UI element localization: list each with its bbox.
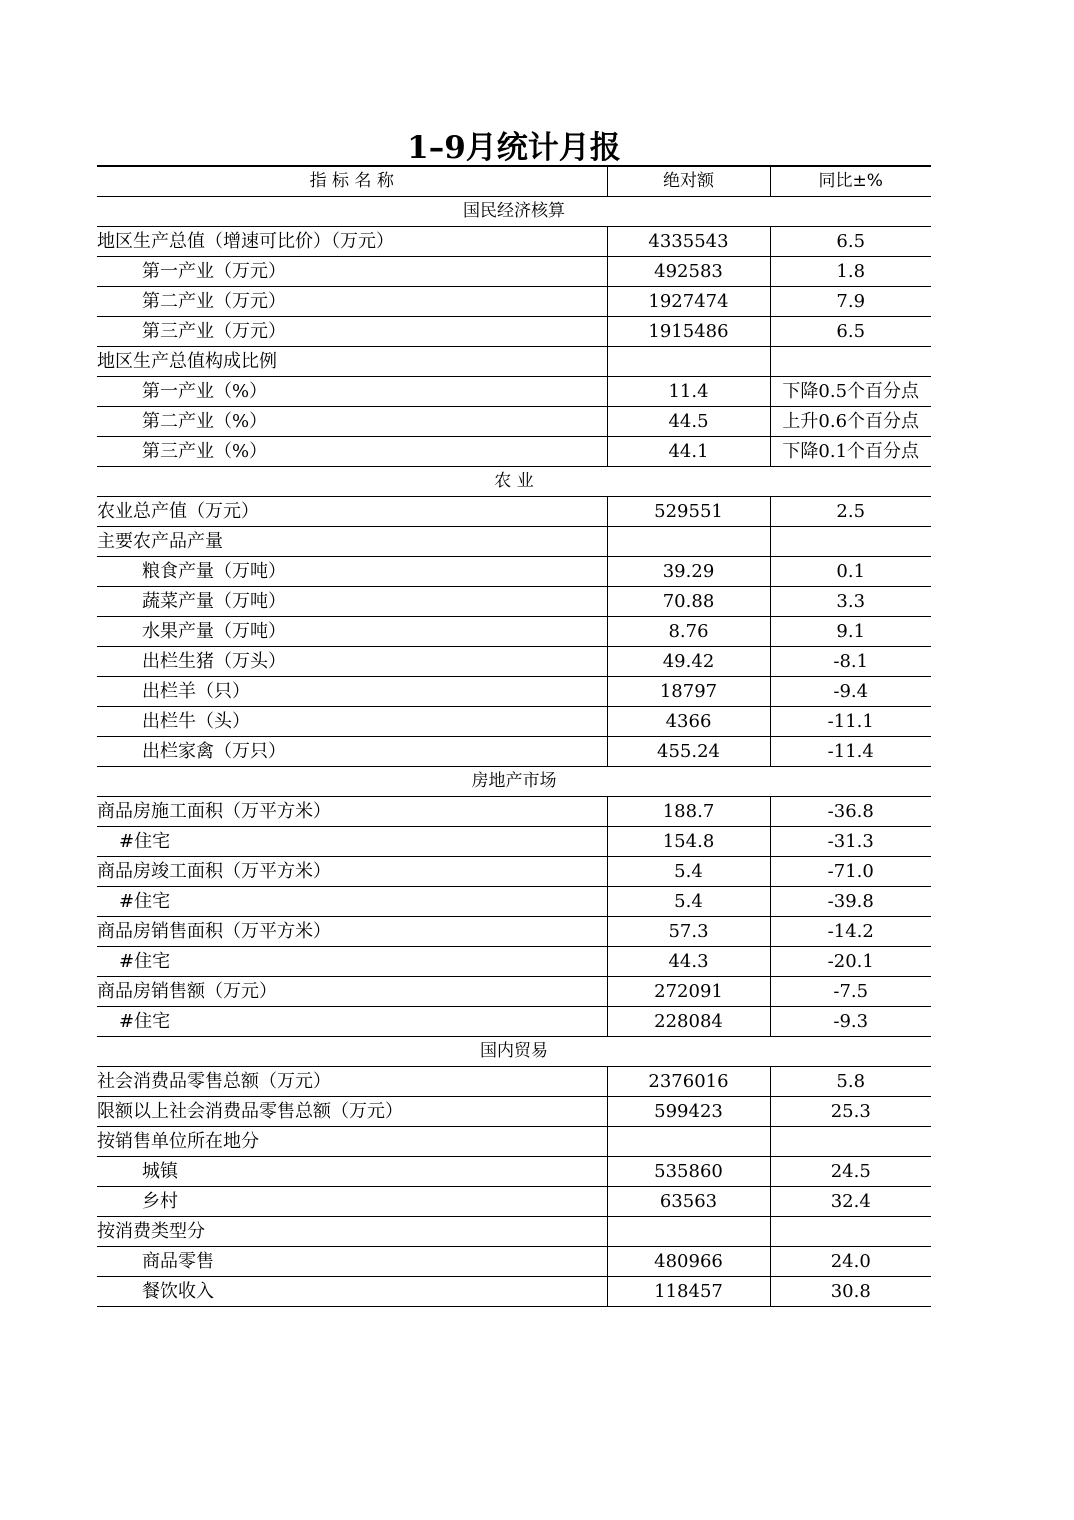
- indicator-name-cell: 主要农产品产量: [97, 527, 607, 557]
- absolute-value-cell: 599423: [607, 1097, 770, 1127]
- table-row: [97, 257, 931, 287]
- absolute-value-cell: 11.4: [607, 377, 770, 407]
- yoy-change-cell: -71.0: [770, 857, 931, 887]
- yoy-change-cell: 1.8: [770, 257, 931, 287]
- yoy-change-cell: 3.3: [770, 587, 931, 617]
- indicator-name-cell: 商品房销售面积（万平方米）: [97, 917, 607, 947]
- table-row: [97, 1187, 931, 1217]
- absolute-value-cell: 118457: [607, 1277, 770, 1307]
- table-row: [97, 347, 931, 377]
- table-row: [97, 1097, 931, 1127]
- indicator-name-cell: 按销售单位所在地分: [97, 1127, 607, 1157]
- section-title: 国内贸易: [97, 1037, 931, 1067]
- indicator-name-cell: 城镇: [97, 1157, 607, 1187]
- indicator-name-cell: 地区生产总值（增速可比价）（万元）: [97, 227, 607, 257]
- indicator-name-cell: 蔬菜产量（万吨）: [97, 587, 607, 617]
- indicator-name-cell: 商品房竣工面积（万平方米）: [97, 857, 607, 887]
- absolute-value-cell: [607, 527, 770, 557]
- absolute-value-cell: 4335543: [607, 227, 770, 257]
- absolute-value-cell: 63563: [607, 1187, 770, 1217]
- indicator-name-cell: 第二产业（%）: [97, 407, 607, 437]
- indicator-name-cell: #住宅: [97, 827, 607, 857]
- table-row: [97, 317, 931, 347]
- yoy-change-cell: 9.1: [770, 617, 931, 647]
- indicator-name-cell: #住宅: [97, 887, 607, 917]
- indicator-name-cell: 乡村: [97, 1187, 607, 1217]
- indicator-name-cell: 第三产业（%）: [97, 437, 607, 467]
- yoy-change-cell: -9.4: [770, 677, 931, 707]
- indicator-name-cell: 第二产业（万元）: [97, 287, 607, 317]
- absolute-value-cell: 57.3: [607, 917, 770, 947]
- yoy-change-cell: -31.3: [770, 827, 931, 857]
- yoy-change-cell: [770, 1217, 931, 1247]
- table-row: [97, 827, 931, 857]
- absolute-value-cell: 272091: [607, 977, 770, 1007]
- table-row: [97, 617, 931, 647]
- indicator-name-cell: 地区生产总值构成比例: [97, 347, 607, 377]
- yoy-change-cell: 下降0.5个百分点: [770, 377, 931, 407]
- table-row: [97, 377, 931, 407]
- header-indicator-name: 指 标 名 称: [97, 166, 607, 197]
- absolute-value-cell: 188.7: [607, 797, 770, 827]
- yoy-change-cell: -9.3: [770, 1007, 931, 1037]
- yoy-change-cell: 0.1: [770, 557, 931, 587]
- indicator-name-cell: 商品零售: [97, 1247, 607, 1277]
- indicator-name-cell: 第一产业（万元）: [97, 257, 607, 287]
- absolute-value-cell: 39.29: [607, 557, 770, 587]
- table-row: [97, 587, 931, 617]
- absolute-value-cell: [607, 1217, 770, 1247]
- table-row: [97, 557, 931, 587]
- yoy-change-cell: -8.1: [770, 647, 931, 677]
- section-title: 国民经济核算: [97, 197, 931, 227]
- absolute-value-cell: 1915486: [607, 317, 770, 347]
- table-row: [97, 947, 931, 977]
- yoy-change-cell: [770, 1127, 931, 1157]
- absolute-value-cell: 49.42: [607, 647, 770, 677]
- indicator-name-cell: #住宅: [97, 947, 607, 977]
- indicator-name-cell: 商品房施工面积（万平方米）: [97, 797, 607, 827]
- yoy-change-cell: -14.2: [770, 917, 931, 947]
- absolute-value-cell: 1927474: [607, 287, 770, 317]
- yoy-change-cell: 30.8: [770, 1277, 931, 1307]
- indicator-name-cell: #住宅: [97, 1007, 607, 1037]
- indicator-name-cell: 商品房销售额（万元）: [97, 977, 607, 1007]
- yoy-change-cell: 7.9: [770, 287, 931, 317]
- section-header-row: [97, 1037, 931, 1067]
- yoy-change-cell: -7.5: [770, 977, 931, 1007]
- table-row: [97, 737, 931, 767]
- indicator-name-cell: 按消费类型分: [97, 1217, 607, 1247]
- table-row: [97, 857, 931, 887]
- yoy-change-cell: [770, 527, 931, 557]
- yoy-change-cell: -11.4: [770, 737, 931, 767]
- yoy-change-cell: 2.5: [770, 497, 931, 527]
- absolute-value-cell: 44.3: [607, 947, 770, 977]
- indicator-name-cell: 出栏生猪（万头）: [97, 647, 607, 677]
- absolute-value-cell: 228084: [607, 1007, 770, 1037]
- absolute-value-cell: 154.8: [607, 827, 770, 857]
- table-row: [97, 917, 931, 947]
- table-row: [97, 437, 931, 467]
- table-row: [97, 527, 931, 557]
- yoy-change-cell: -11.1: [770, 707, 931, 737]
- absolute-value-cell: 2376016: [607, 1067, 770, 1097]
- indicator-name-cell: 餐饮收入: [97, 1277, 607, 1307]
- absolute-value-cell: 480966: [607, 1247, 770, 1277]
- indicator-name-cell: 出栏家禽（万只）: [97, 737, 607, 767]
- section-header-row: [97, 467, 931, 497]
- section-header-row: [97, 197, 931, 227]
- table-row: [97, 1247, 931, 1277]
- indicator-name-cell: 第三产业（万元）: [97, 317, 607, 347]
- table-row: [97, 647, 931, 677]
- yoy-change-cell: 5.8: [770, 1067, 931, 1097]
- yoy-change-cell: 24.0: [770, 1247, 931, 1277]
- yoy-change-cell: 32.4: [770, 1187, 931, 1217]
- table-row: [97, 1067, 931, 1097]
- indicator-name-cell: 限额以上社会消费品零售总额（万元）: [97, 1097, 607, 1127]
- indicator-name-cell: 粮食产量（万吨）: [97, 557, 607, 587]
- indicator-name-cell: 第一产业（%）: [97, 377, 607, 407]
- section-header-row: [97, 767, 931, 797]
- absolute-value-cell: 455.24: [607, 737, 770, 767]
- yoy-change-cell: 25.3: [770, 1097, 931, 1127]
- table-row: [97, 227, 931, 257]
- header-yoy-change: 同比±%: [770, 166, 931, 197]
- absolute-value-cell: 70.88: [607, 587, 770, 617]
- table-row: [97, 1127, 931, 1157]
- yoy-change-cell: 上升0.6个百分点: [770, 407, 931, 437]
- table-row: [97, 1157, 931, 1187]
- header-absolute-value: 绝对额: [607, 166, 770, 197]
- section-title: 农 业: [97, 467, 931, 497]
- absolute-value-cell: 4366: [607, 707, 770, 737]
- absolute-value-cell: 8.76: [607, 617, 770, 647]
- table-row: [97, 497, 931, 527]
- report-title: 1–9月统计月报: [407, 130, 621, 166]
- yoy-change-cell: 6.5: [770, 227, 931, 257]
- table-body: [97, 166, 931, 1307]
- absolute-value-cell: 18797: [607, 677, 770, 707]
- table-row: [97, 677, 931, 707]
- yoy-change-cell: 24.5: [770, 1157, 931, 1187]
- absolute-value-cell: [607, 347, 770, 377]
- yoy-change-cell: -20.1: [770, 947, 931, 977]
- absolute-value-cell: 492583: [607, 257, 770, 287]
- table-header-row: [97, 166, 931, 197]
- indicator-name-cell: 水果产量（万吨）: [97, 617, 607, 647]
- absolute-value-cell: 529551: [607, 497, 770, 527]
- table-row: [97, 977, 931, 1007]
- absolute-value-cell: [607, 1127, 770, 1157]
- table-row: [97, 1217, 931, 1247]
- indicator-name-cell: 社会消费品零售总额（万元）: [97, 1067, 607, 1097]
- absolute-value-cell: 5.4: [607, 857, 770, 887]
- table-row: [97, 887, 931, 917]
- absolute-value-cell: 535860: [607, 1157, 770, 1187]
- absolute-value-cell: 44.1: [607, 437, 770, 467]
- yoy-change-cell: 下降0.1个百分点: [770, 437, 931, 467]
- table-row: [97, 707, 931, 737]
- indicator-name-cell: 出栏羊（只）: [97, 677, 607, 707]
- absolute-value-cell: 44.5: [607, 407, 770, 437]
- indicator-name-cell: 农业总产值（万元）: [97, 497, 607, 527]
- yoy-change-cell: -39.8: [770, 887, 931, 917]
- yoy-change-cell: 6.5: [770, 317, 931, 347]
- table-row: [97, 287, 931, 317]
- yoy-change-cell: -36.8: [770, 797, 931, 827]
- section-title: 房地产市场: [97, 767, 931, 797]
- table-row: [97, 1007, 931, 1037]
- absolute-value-cell: 5.4: [607, 887, 770, 917]
- statistics-table: [97, 165, 931, 1307]
- table-row: [97, 797, 931, 827]
- table-row: [97, 1277, 931, 1307]
- indicator-name-cell: 出栏牛（头）: [97, 707, 607, 737]
- yoy-change-cell: [770, 347, 931, 377]
- table-row: [97, 407, 931, 437]
